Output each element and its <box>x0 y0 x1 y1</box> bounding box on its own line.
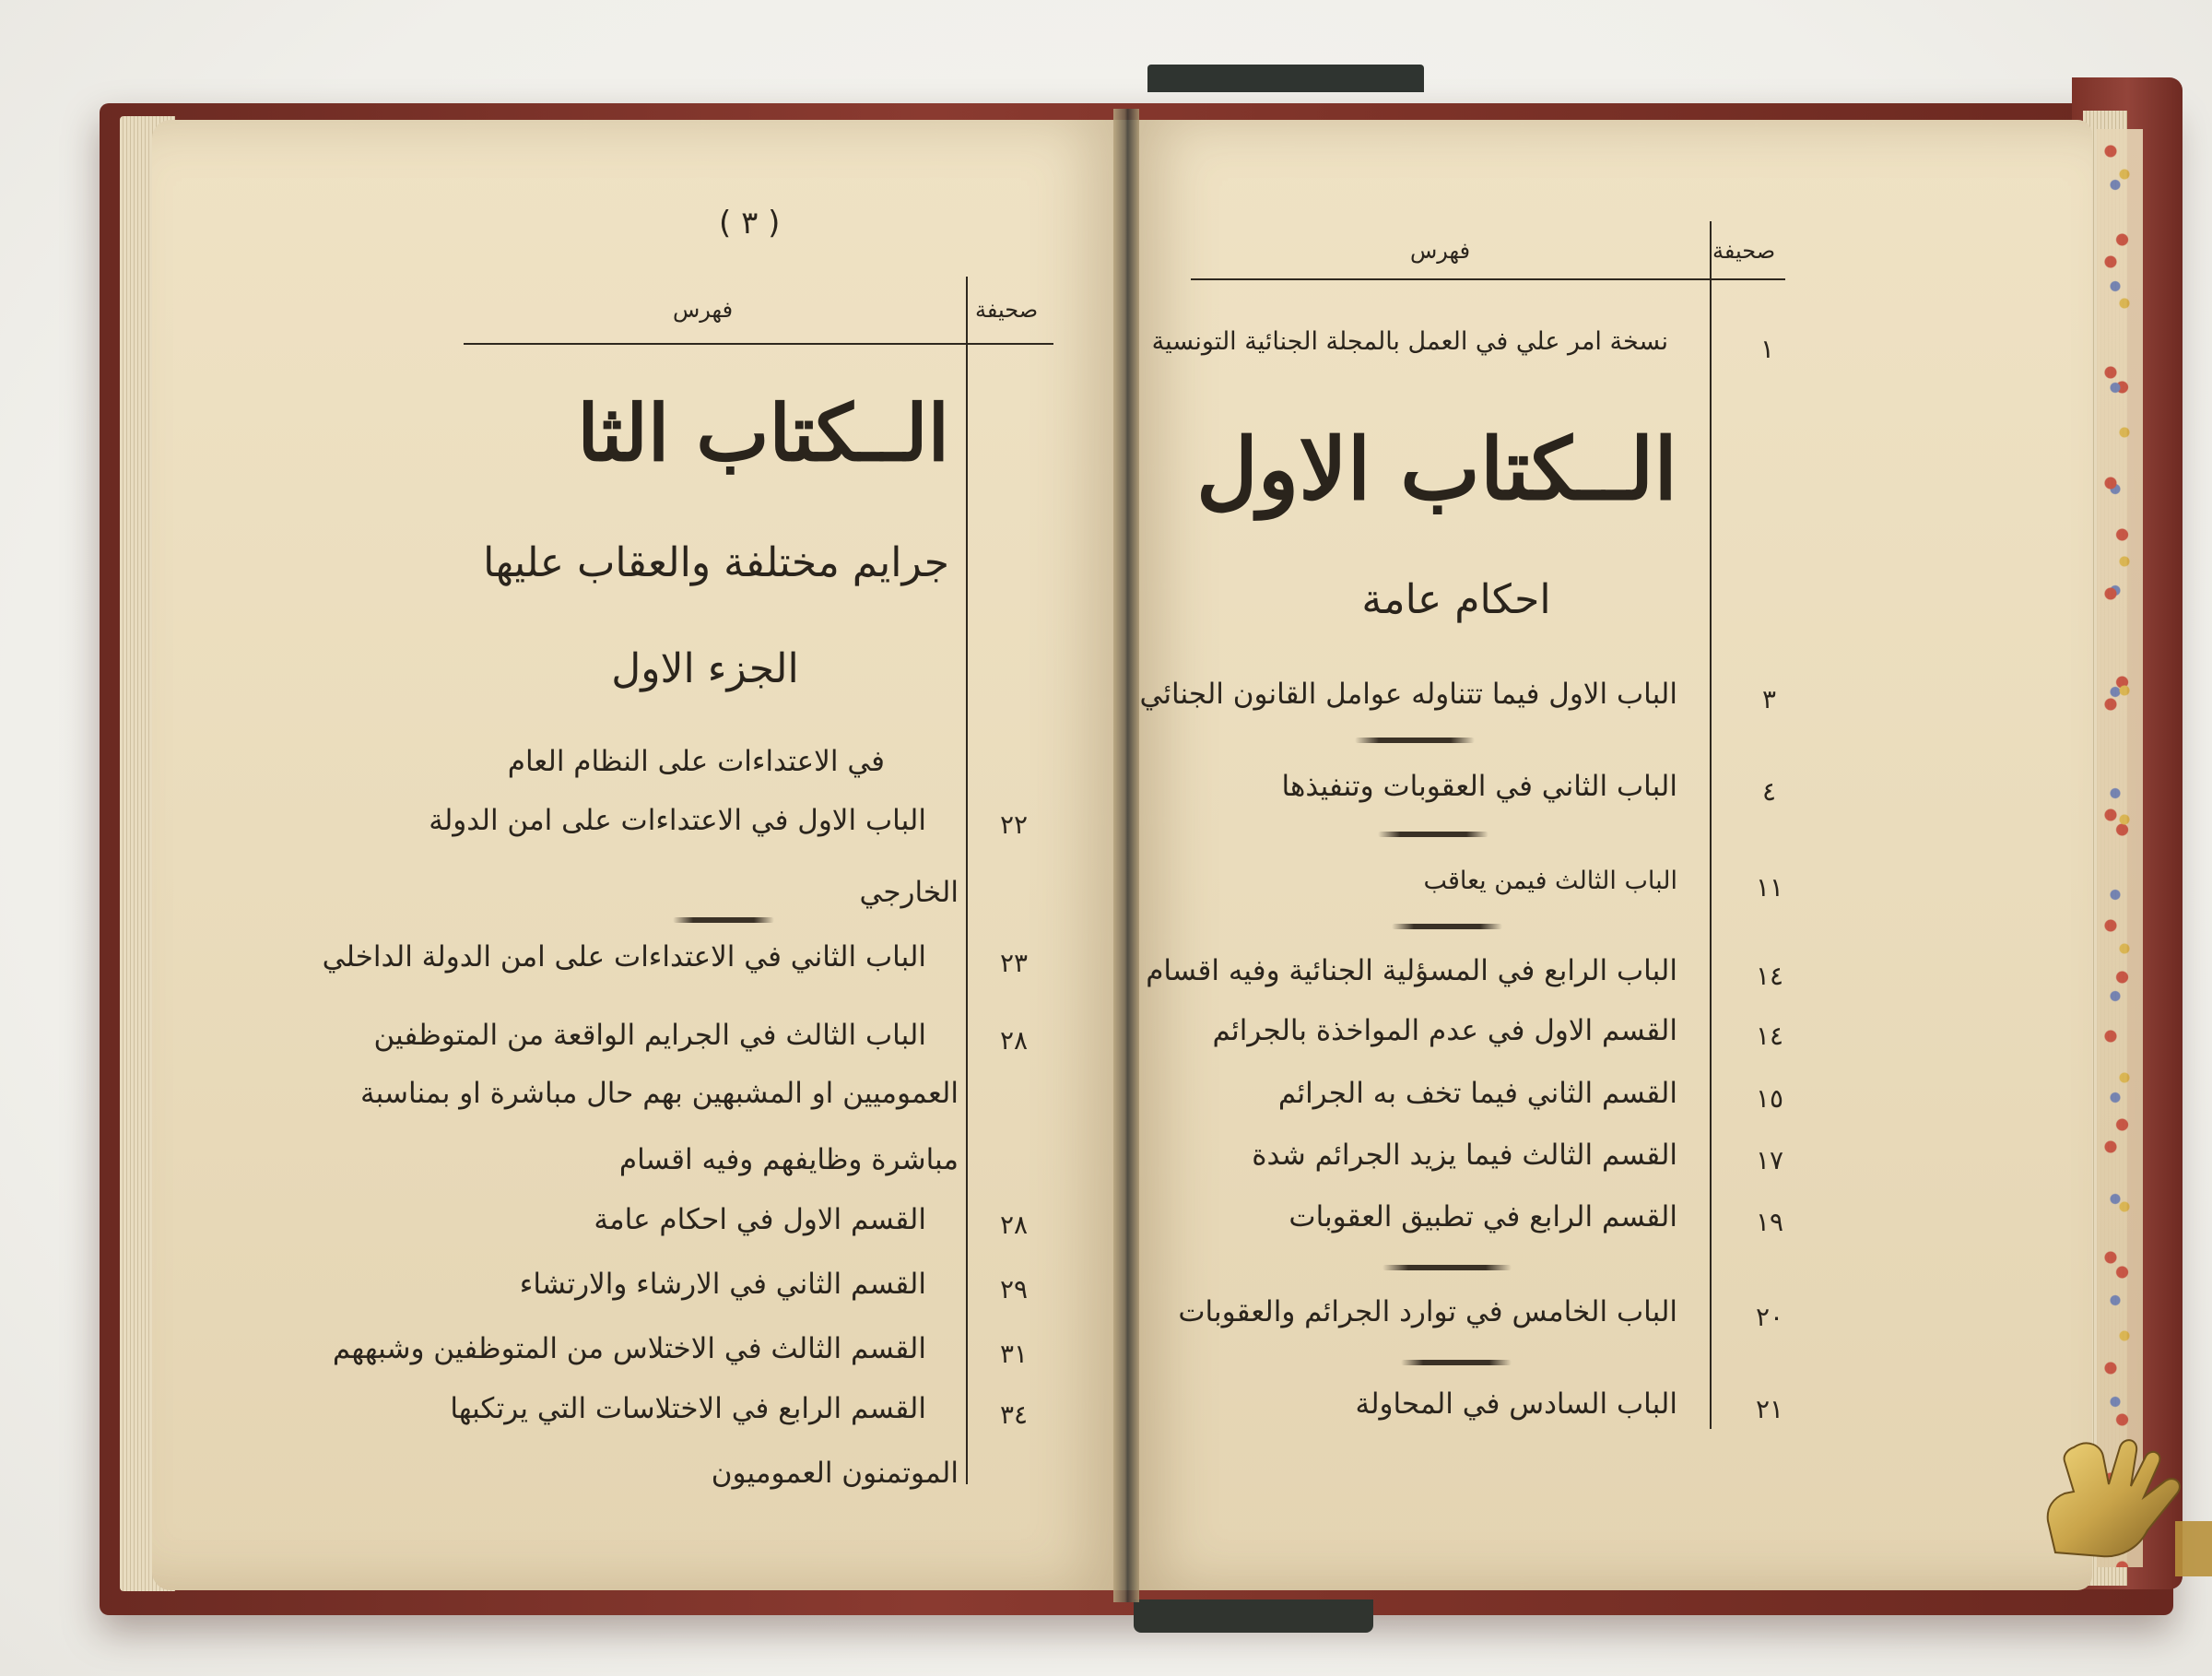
left-header-rule <box>464 343 1053 345</box>
right-entry-1-page: ٣ <box>1762 684 1777 714</box>
left-entry-7-page: ٢٨ <box>1000 1210 1029 1240</box>
right-entry-10-text: الباب السادس في المحاولة <box>1355 1387 1677 1421</box>
left-part-title: الجزء الاول <box>611 645 799 692</box>
right-entry-3-page: ١١ <box>1756 872 1784 903</box>
right-entry-8-page: ١٩ <box>1756 1207 1784 1237</box>
left-entry-9-page: ٣١ <box>1000 1339 1029 1369</box>
left-entry-6-text: مباشرة وظايفهم وفيه اقسام <box>618 1143 959 1176</box>
right-entry-3-text: الباب الثالث فيمن يعاقب <box>1423 867 1677 895</box>
left-entry-5-text: العموميين او المشبهين بهم حال مباشرة او بمناسبة <box>360 1077 959 1110</box>
right-entry-9-page: ٢٠ <box>1756 1302 1784 1332</box>
marbled-endpaper <box>2097 129 2143 1567</box>
right-ornament-3 <box>1392 924 1502 929</box>
left-entry-3-text: الباب الثاني في الاعتداءات على امن الدولة الداخلي <box>322 940 926 974</box>
right-first-entry-page: ١ <box>1760 334 1775 364</box>
right-entry-6-text: القسم الثاني فيما تخف به الجرائم <box>1277 1077 1677 1110</box>
right-column-rule <box>1710 221 1712 1429</box>
right-entry-4-text: الباب الرابع في المسؤلية الجنائية وفيه اقسام <box>1146 954 1677 987</box>
right-entry-2-page: ٤ <box>1762 776 1777 807</box>
right-entry-7-text: القسم الثالث فيما يزيد الجرائم شدة <box>1252 1139 1677 1172</box>
left-entry-7-text: القسم الاول في احكام عامة <box>594 1203 926 1236</box>
right-entry-9-text: الباب الخامس في توارد الجرائم والعقوبات <box>1178 1295 1677 1328</box>
brass-hand-icon <box>2037 1420 2212 1595</box>
right-entry-10-page: ٢١ <box>1756 1394 1784 1424</box>
book-gutter <box>1113 109 1139 1602</box>
left-entry-1-text: الباب الاول في الاعتداءات على امن الدولة <box>429 804 926 837</box>
right-entry-5-text: القسم الاول في عدم المواخذة بالجرائم <box>1212 1014 1677 1047</box>
right-first-entry-text: نسخة امر علي في العمل بالمجلة الجنائية التونسية <box>1151 327 1668 356</box>
right-entry-8-text: القسم الرابع في تطبيق العقوبات <box>1288 1200 1677 1233</box>
left-entry-8-text: القسم الثاني في الارشاء والارتشاء <box>519 1268 926 1301</box>
spine-bottom <box>1134 1599 1373 1633</box>
right-entry-2-text: الباب الثاني في العقوبات وتنفيذها <box>1281 770 1677 803</box>
right-ornament-2 <box>1378 832 1488 837</box>
left-header-column: صحيفة <box>975 297 1039 323</box>
left-entry-11-text: الموتمنون العموميون <box>711 1457 959 1490</box>
left-entry-4-page: ٢٨ <box>1000 1025 1029 1056</box>
right-ornament-4 <box>1382 1265 1512 1270</box>
right-ornament-5 <box>1401 1360 1512 1365</box>
right-ornament-1 <box>1355 738 1475 743</box>
right-entry-1-text: الباب الاول فيما تتناوله عوامل القانون الجنائي <box>1139 678 1677 711</box>
left-ornament-1 <box>673 917 774 923</box>
right-header-column: صحيفة <box>1712 238 1776 264</box>
right-entry-6-page: ١٥ <box>1756 1083 1784 1114</box>
left-subtitle: جرايم مختلفة والعقاب عليها <box>483 539 949 586</box>
left-entry-8-page: ٢٩ <box>1000 1274 1029 1304</box>
right-entry-4-page: ١٤ <box>1756 961 1784 991</box>
right-entry-5-page: ١٤ <box>1756 1021 1784 1051</box>
left-page <box>152 120 1124 1590</box>
left-entry-1-page: ٢٢ <box>1000 809 1029 840</box>
left-entry-9-text: القسم الثالث في الاختلاس من المتوظفين وشبههم <box>332 1332 926 1365</box>
right-entry-7-page: ١٧ <box>1756 1145 1784 1175</box>
left-page-number: ( ٣ ) <box>719 205 781 242</box>
left-entry-10-page: ٣٤ <box>1000 1399 1029 1430</box>
left-book-title: الــكتاب الثا <box>577 387 949 478</box>
right-header-rule <box>1191 278 1785 280</box>
left-entry-2-text: الخارجي <box>859 876 959 909</box>
right-book-title: الــكتاب الاول <box>1195 419 1677 519</box>
left-column-rule <box>966 277 968 1484</box>
left-entry-4-text: الباب الثالث في الجرايم الواقعة من المتوظفين <box>373 1019 926 1052</box>
right-subtitle: احكام عامة <box>1361 576 1551 623</box>
left-intro: في الاعتداءات على النظام العام <box>507 745 885 778</box>
left-entry-10-text: القسم الرابع في الاختلاسات التي يرتكبها <box>450 1392 926 1425</box>
right-header-title: فهرس <box>1410 238 1471 264</box>
left-entry-3-page: ٢٣ <box>1000 948 1029 978</box>
left-header-title: فهرس <box>673 297 734 323</box>
spine-top <box>1147 65 1424 92</box>
